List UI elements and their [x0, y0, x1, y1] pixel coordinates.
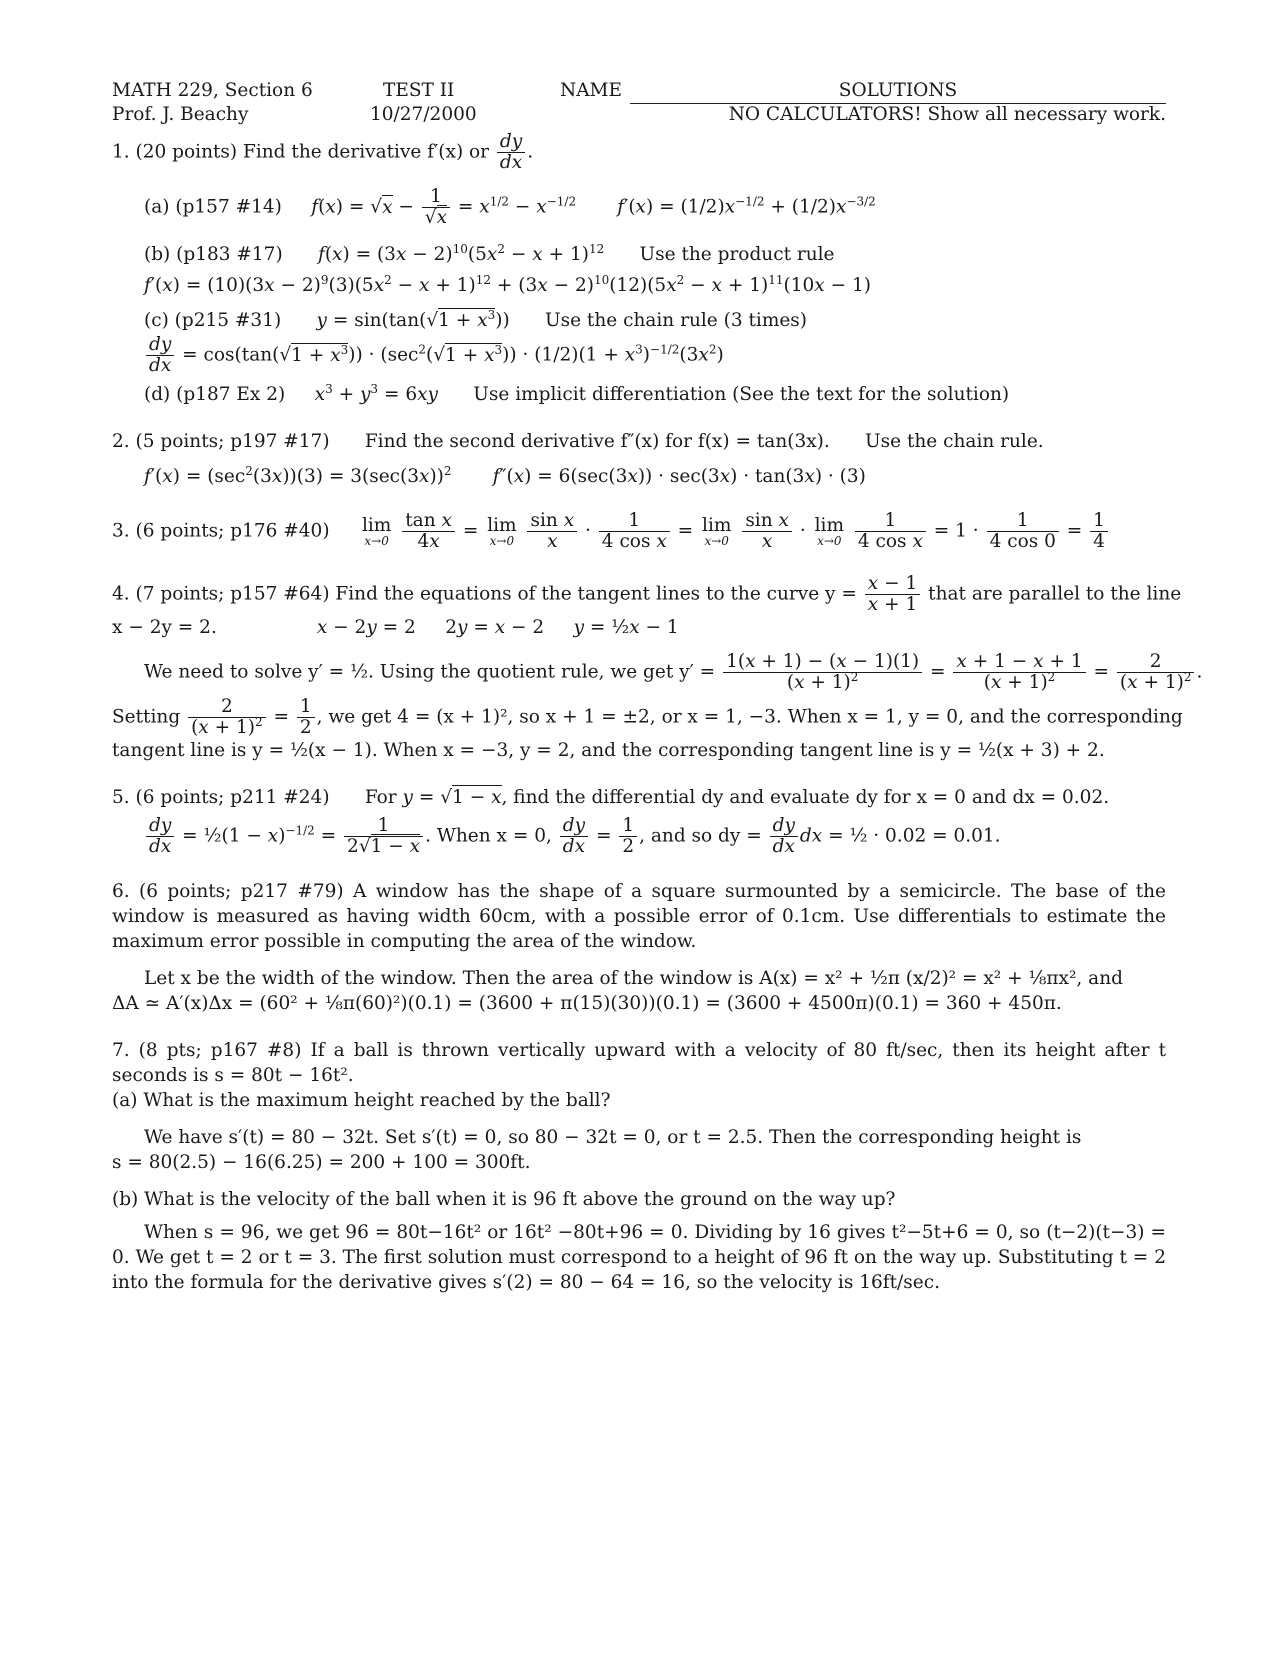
problem-7a-question: (a) What is the maximum height reached by the ball?	[112, 1090, 611, 1111]
problem-6-solution-2: ΔA ≃ A′(x)Δx = (60² + ⅛π(60)²)(0.1) = (3600 + π(15)(30))(0.1) = (3600 + 4500π)(0.1) = 360 + 450π.	[112, 993, 1062, 1014]
problem-7b-question: (b) What is the velocity of the ball when it is 96 ft above the ground on the way up?	[112, 1189, 896, 1210]
problem-1c-solution: $\frac{dy}{dx}$ = $\cos(\tan(√1 + x^3)) \cdot (\sec^2(√1 + x^3)) \cdot (1/2)(1 + x^3)^{-1/2}(3x^2)$	[112, 335, 1166, 376]
problem-5-solution: $\frac{dy}{dx}$ = ½(1 − x)$^{-1/2}$ = $\frac{1}{2√1 - x}$ . When x = 0, $\frac{dy}{dx}$ = $\frac{1}{2}$ , and so dy = $\frac{dy}{dx}$ dx = ½ · 0.02 = 0.01.	[112, 816, 1166, 857]
problem-1a: (a) (p157 #14) f(x) = √x − $\frac{1}{√x}$ = $x^{1/2} - x^{-1/2}$ $f'(x) = (1/2)x^{-1/2} + (1/2)x^{-3/2}$	[144, 186, 876, 228]
course-title: MATH 229, Section 6	[112, 80, 313, 101]
problem-6-solution-1: Let x be the width of the window. Then the area of the window is A(x) = x² + ½π (x/2)² = x² + ⅛πx², and	[144, 968, 1123, 989]
problem-4-tangent-lines: tangent line is y = ½(x − 1). When x = −3, y = 2, and the corresponding tangent line is y = ½(x + 3) + 2.	[112, 740, 1105, 761]
test-label: TEST II	[383, 80, 455, 101]
problem-2-solution: $f'(x) = (\sec^2(3x))(3) = 3(\sec(3x))^2$ f″(x) = 6(sec(3x)) · sec(3x) · tan(3x) · (3)	[144, 463, 866, 487]
problem-7-intro: 7. (8 pts; p167 #8) If a ball is thrown vertically upward with a velocity of 80 ft/sec, then its height after t seconds is s = 80t − 16t².	[112, 1040, 1166, 1086]
problem-4-line2: x − 2y = 2. x − 2y = 2 2y = x − 2 y = ½x − 1	[112, 617, 679, 638]
test-page	[112, 78, 1203, 1295]
problem-2: 2. (5 points; p197 #17) Find the second derivative f″(x) for f(x) = tan(3x). Use the chain rule.	[112, 431, 1044, 452]
professor-name: Prof. J. Beachy	[112, 104, 249, 125]
problem-7b-solution: When s = 96, we get 96 = 80t−16t² or 16t² −80t+96 = 0. Dividing by 16 gives t²−5t+6 = 0, so (t−2)(t−3) = 0. We get t = 2 or t = 3. The first solution must correspond to a height of 96 ft on the way up. Substituting t = 2 into the formula for the derivative gives s′(2) = 80 − 64 = 16, so the velocity is 16ft/sec.	[112, 1222, 1166, 1293]
problem-4-setting: Setting $\frac{2}{(x + 1)^2}$ = $\frac{1}{2}$ , we get 4 = (x + 1)², so x + 1 = ±2, or x = 1, −3. When x = 1, y = 0, and the corresponding	[112, 696, 1183, 738]
problem-3: 3. (6 points; p176 #40) lim x→0 $\frac{\text{tan x}}{4x}$ = lim x→0 $\frac{\text{sin x}}{x}$ · $\frac{1}{\text{4 cos x}}$ = lim x→0 $\frac{\text{sin x}}{x}$ · lim x→0 $\frac{1}{\text{4 cos x}}$ = 1 · $\frac{1}{4 \cos 0}$ = $\frac{1}{4}$	[112, 511, 1166, 552]
problem-1-title: 1. (20 points) Find the derivative f′(x) or $\frac{dy}{dx}$ .	[112, 131, 534, 173]
test-header	[112, 78, 1166, 130]
problem-4-title: 4. (7 points; p157 #64) Find the equations of the tangent lines to the curve y = $\frac{x - 1}{x + 1}$ that are parallel to the line	[112, 573, 1182, 615]
problem-4-quotient-rule: We need to solve y′ = ½. Using the quotient rule, we get y′ = $\frac{1(x + 1) - (x - 1)(1)}{(x + 1)^2}$ = $\frac{x + 1 - x + 1}{(x + 1)^2}$ = $\frac{2}{(x + 1)^2}$ .	[144, 651, 1203, 693]
instructions: NO CALCULATORS! Show all necessary work.	[728, 104, 1166, 125]
problem-1b-solution: $f'(x) = (10)(3x - 2)^9(3)(5x^2 - x + 1)^{12} + (3x - 2)^{10}(12)(5x^2 - x + 1)^{11}(10x - 1)$	[144, 272, 871, 296]
problem-5: 5. (6 points; p211 #24) For y = √1 − x, find the differential dy and evaluate dy for x = 0 and dx = 0.02.	[112, 787, 1110, 808]
test-date: 10/27/2000	[370, 104, 477, 125]
problem-1c: (c) (p215 #31) $y = \sin(\tan(√1 + x^3))$ Use the chain rule (3 times)	[144, 307, 808, 331]
problem-1b: (b) (p183 #17) $f(x) = (3x - 2)^{10}(5x^2 - x + 1)^{12}$ Use the product rule	[144, 241, 835, 265]
problem-7a-solution-2: s = 80(2.5) − 16(6.25) = 200 + 100 = 300ft.	[112, 1152, 531, 1173]
problem-1d: (d) (p187 Ex 2) $x^3 + y^3 = 6xy$ Use implicit differentiation (See the text for the solution)	[144, 381, 1010, 405]
dy-dx-fraction: $\frac{dy}{dx}$	[497, 132, 525, 173]
problem-7a-solution-1: We have s′(t) = 80 − 32t. Set s′(t) = 0, so 80 − 32t = 0, or t = 2.5. Then the corresponding height is	[144, 1127, 1082, 1148]
name-field: SOLUTIONS	[630, 78, 1166, 104]
name-label: NAME	[560, 80, 622, 101]
problem-6: 6. (6 points; p217 #79) A window has the shape of a square surmounted by a semicircle. The base of the window is measured as having width 60cm, with a possible error of 0.1cm. Use differentials to estimate the maximum error possible in computing the area of the window.	[112, 881, 1166, 952]
